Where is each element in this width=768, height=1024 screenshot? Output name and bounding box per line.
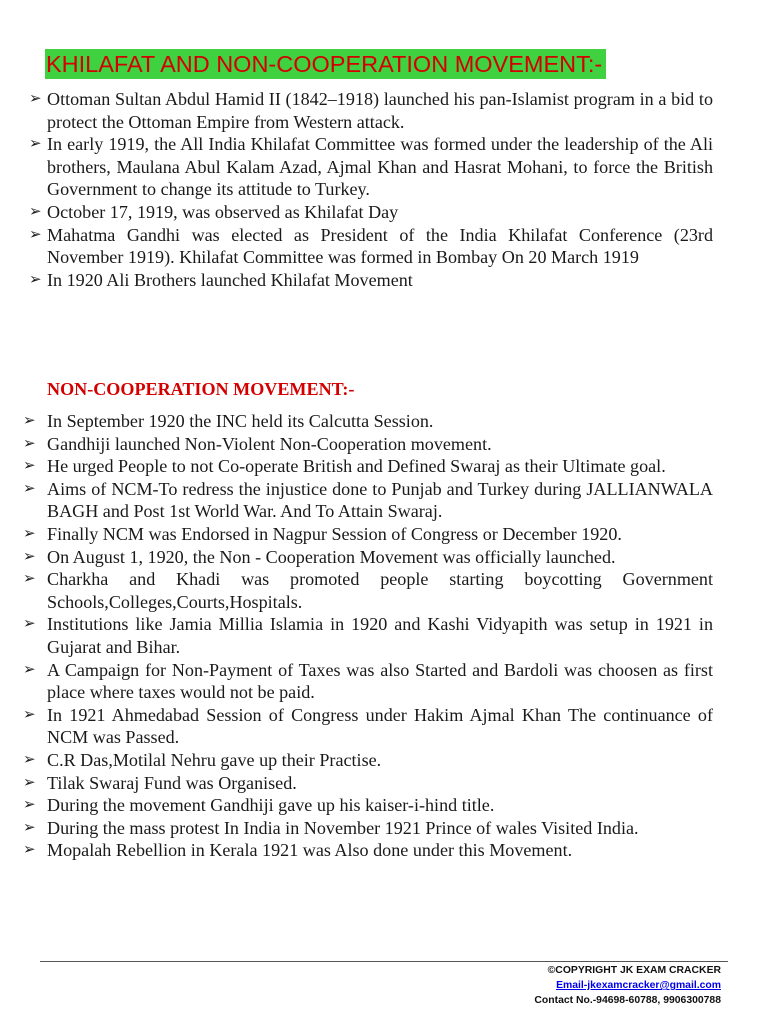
list-item-text: During the mass protest In India in November 1921 Prince of wales Visited India. bbox=[47, 817, 639, 838]
title-block bbox=[45, 49, 606, 79]
list-item bbox=[23, 839, 713, 862]
list-item bbox=[29, 269, 713, 292]
arrow-bullet-icon: ➢ bbox=[23, 661, 36, 678]
arrow-bullet-icon: ➢ bbox=[23, 616, 36, 633]
list-item bbox=[23, 794, 713, 817]
list-item-text: In early 1919, the All India Khilafat Committee was formed under the leadership of the Ali brothers, Maulana Abul Kalam Azad, Ajmal Khan and Hasrat Mohani, to force the British Government to change its attitude to Turkey. bbox=[47, 134, 713, 200]
list-item-text: In September 1920 the INC held its Calcutta Session. bbox=[47, 411, 434, 431]
list-item bbox=[23, 546, 713, 569]
arrow-bullet-icon: ➢ bbox=[23, 842, 36, 859]
arrow-bullet-icon: ➢ bbox=[23, 525, 36, 542]
list-item bbox=[29, 88, 713, 133]
arrow-bullet-icon: ➢ bbox=[23, 751, 36, 768]
arrow-bullet-icon: ➢ bbox=[29, 226, 42, 243]
contact-text: Contact No.-94698-60788, 9906300788 bbox=[534, 995, 721, 1006]
list-item bbox=[23, 817, 713, 840]
email-link[interactable]: Email-jkexamcracker@gmail.com bbox=[556, 980, 721, 991]
arrow-bullet-icon: ➢ bbox=[23, 797, 36, 814]
footer-divider bbox=[40, 961, 728, 962]
ncm-bullet-list bbox=[23, 410, 713, 862]
list-item bbox=[23, 749, 713, 772]
list-item-text: On August 1, 1920, the Non - Cooperation Movement was officially launched. bbox=[47, 546, 616, 567]
list-item bbox=[23, 455, 713, 478]
list-item-text: Gandhiji launched Non-Violent Non-Cooperation movement. bbox=[47, 433, 492, 454]
list-item bbox=[23, 613, 713, 658]
list-item-text: In 1920 Ali Brothers launched Khilafat Movement bbox=[47, 269, 413, 290]
arrow-bullet-icon: ➢ bbox=[29, 203, 42, 220]
khilafat-bullet-list bbox=[29, 88, 713, 291]
list-item-text: In 1921 Ahmedabad Session of Congress under Hakim Ajmal Khan The continuance of NCM was Passed. bbox=[47, 704, 713, 748]
arrow-bullet-icon: ➢ bbox=[23, 548, 36, 565]
list-item-text: During the movement Gandhiji gave up his kaiser-i-hind title. bbox=[47, 795, 495, 816]
arrow-bullet-icon: ➢ bbox=[23, 819, 36, 836]
list-item-text: Ottoman Sultan Abdul Hamid II (1842–1918) launched his pan-Islamist program in a bid to protect the Ottoman Empire from Western attack. bbox=[47, 89, 713, 132]
list-item bbox=[23, 659, 713, 704]
list-item bbox=[29, 201, 713, 224]
list-item bbox=[23, 568, 713, 613]
list-item-text: Institutions like Jamia Millia Islamia in 1920 and Kashi Vidyapith was setup in 1921 in Gujarat and Bihar. bbox=[47, 614, 713, 657]
arrow-bullet-icon: ➢ bbox=[23, 571, 36, 588]
arrow-bullet-icon: ➢ bbox=[23, 413, 36, 429]
list-item bbox=[23, 478, 713, 523]
copyright-text: ©COPYRIGHT JK EXAM CRACKER bbox=[547, 965, 721, 976]
list-item-text: C.R Das,Motilal Nehru gave up their Practise. bbox=[47, 749, 382, 770]
list-item bbox=[23, 772, 713, 795]
list-item bbox=[23, 433, 713, 456]
list-item-text: October 17, 1919, was observed as Khilafat Day bbox=[47, 201, 399, 222]
list-item-text: Charkha and Khadi was promoted people starting boycotting Government Schools,Colleges,Courts,Hospitals. bbox=[47, 569, 713, 612]
section-heading-non-cooperation: NON-COOPERATION MOVEMENT:- bbox=[47, 379, 355, 399]
list-item bbox=[23, 704, 713, 749]
list-item-text: A Campaign for Non-Payment of Taxes was also Started and Bardoli was choosen as first place where taxes would not be paid. bbox=[47, 659, 713, 703]
list-item-text: Mahatma Gandhi was elected as President of the India Khilafat Conference (23rd November 1919). Khilafat Committee was formed in Bombay On 20 March 1919 bbox=[47, 224, 713, 268]
list-item bbox=[29, 133, 713, 201]
list-item bbox=[23, 523, 713, 546]
list-item-text: Aims of NCM-To redress the injustice done to Punjab and Turkey during JALLIANWALA BAGH and Post 1st World War. And To Attain Swaraj. bbox=[47, 478, 713, 522]
arrow-bullet-icon: ➢ bbox=[23, 706, 36, 723]
page-title: KHILAFAT AND NON-COOPERATION MOVEMENT:- bbox=[45, 49, 606, 79]
list-item-text: Tilak Swaraj Fund was Organised. bbox=[47, 772, 297, 793]
arrow-bullet-icon: ➢ bbox=[29, 91, 42, 107]
list-item-text: Mopalah Rebellion in Kerala 1921 was Also done under this Movement. bbox=[47, 840, 573, 861]
arrow-bullet-icon: ➢ bbox=[23, 458, 36, 475]
arrow-bullet-icon: ➢ bbox=[23, 480, 36, 497]
list-item-text: He urged People to not Co-operate British and Defined Swaraj as their Ultimate goal. bbox=[47, 456, 666, 477]
arrow-bullet-icon: ➢ bbox=[29, 136, 42, 153]
arrow-bullet-icon: ➢ bbox=[29, 271, 42, 288]
list-item-text: Finally NCM was Endorsed in Nagpur Session of Congress or December 1920. bbox=[47, 523, 622, 544]
arrow-bullet-icon: ➢ bbox=[23, 435, 36, 452]
list-item bbox=[23, 410, 713, 433]
list-item bbox=[29, 224, 713, 269]
arrow-bullet-icon: ➢ bbox=[23, 774, 36, 791]
footer bbox=[534, 963, 721, 1008]
